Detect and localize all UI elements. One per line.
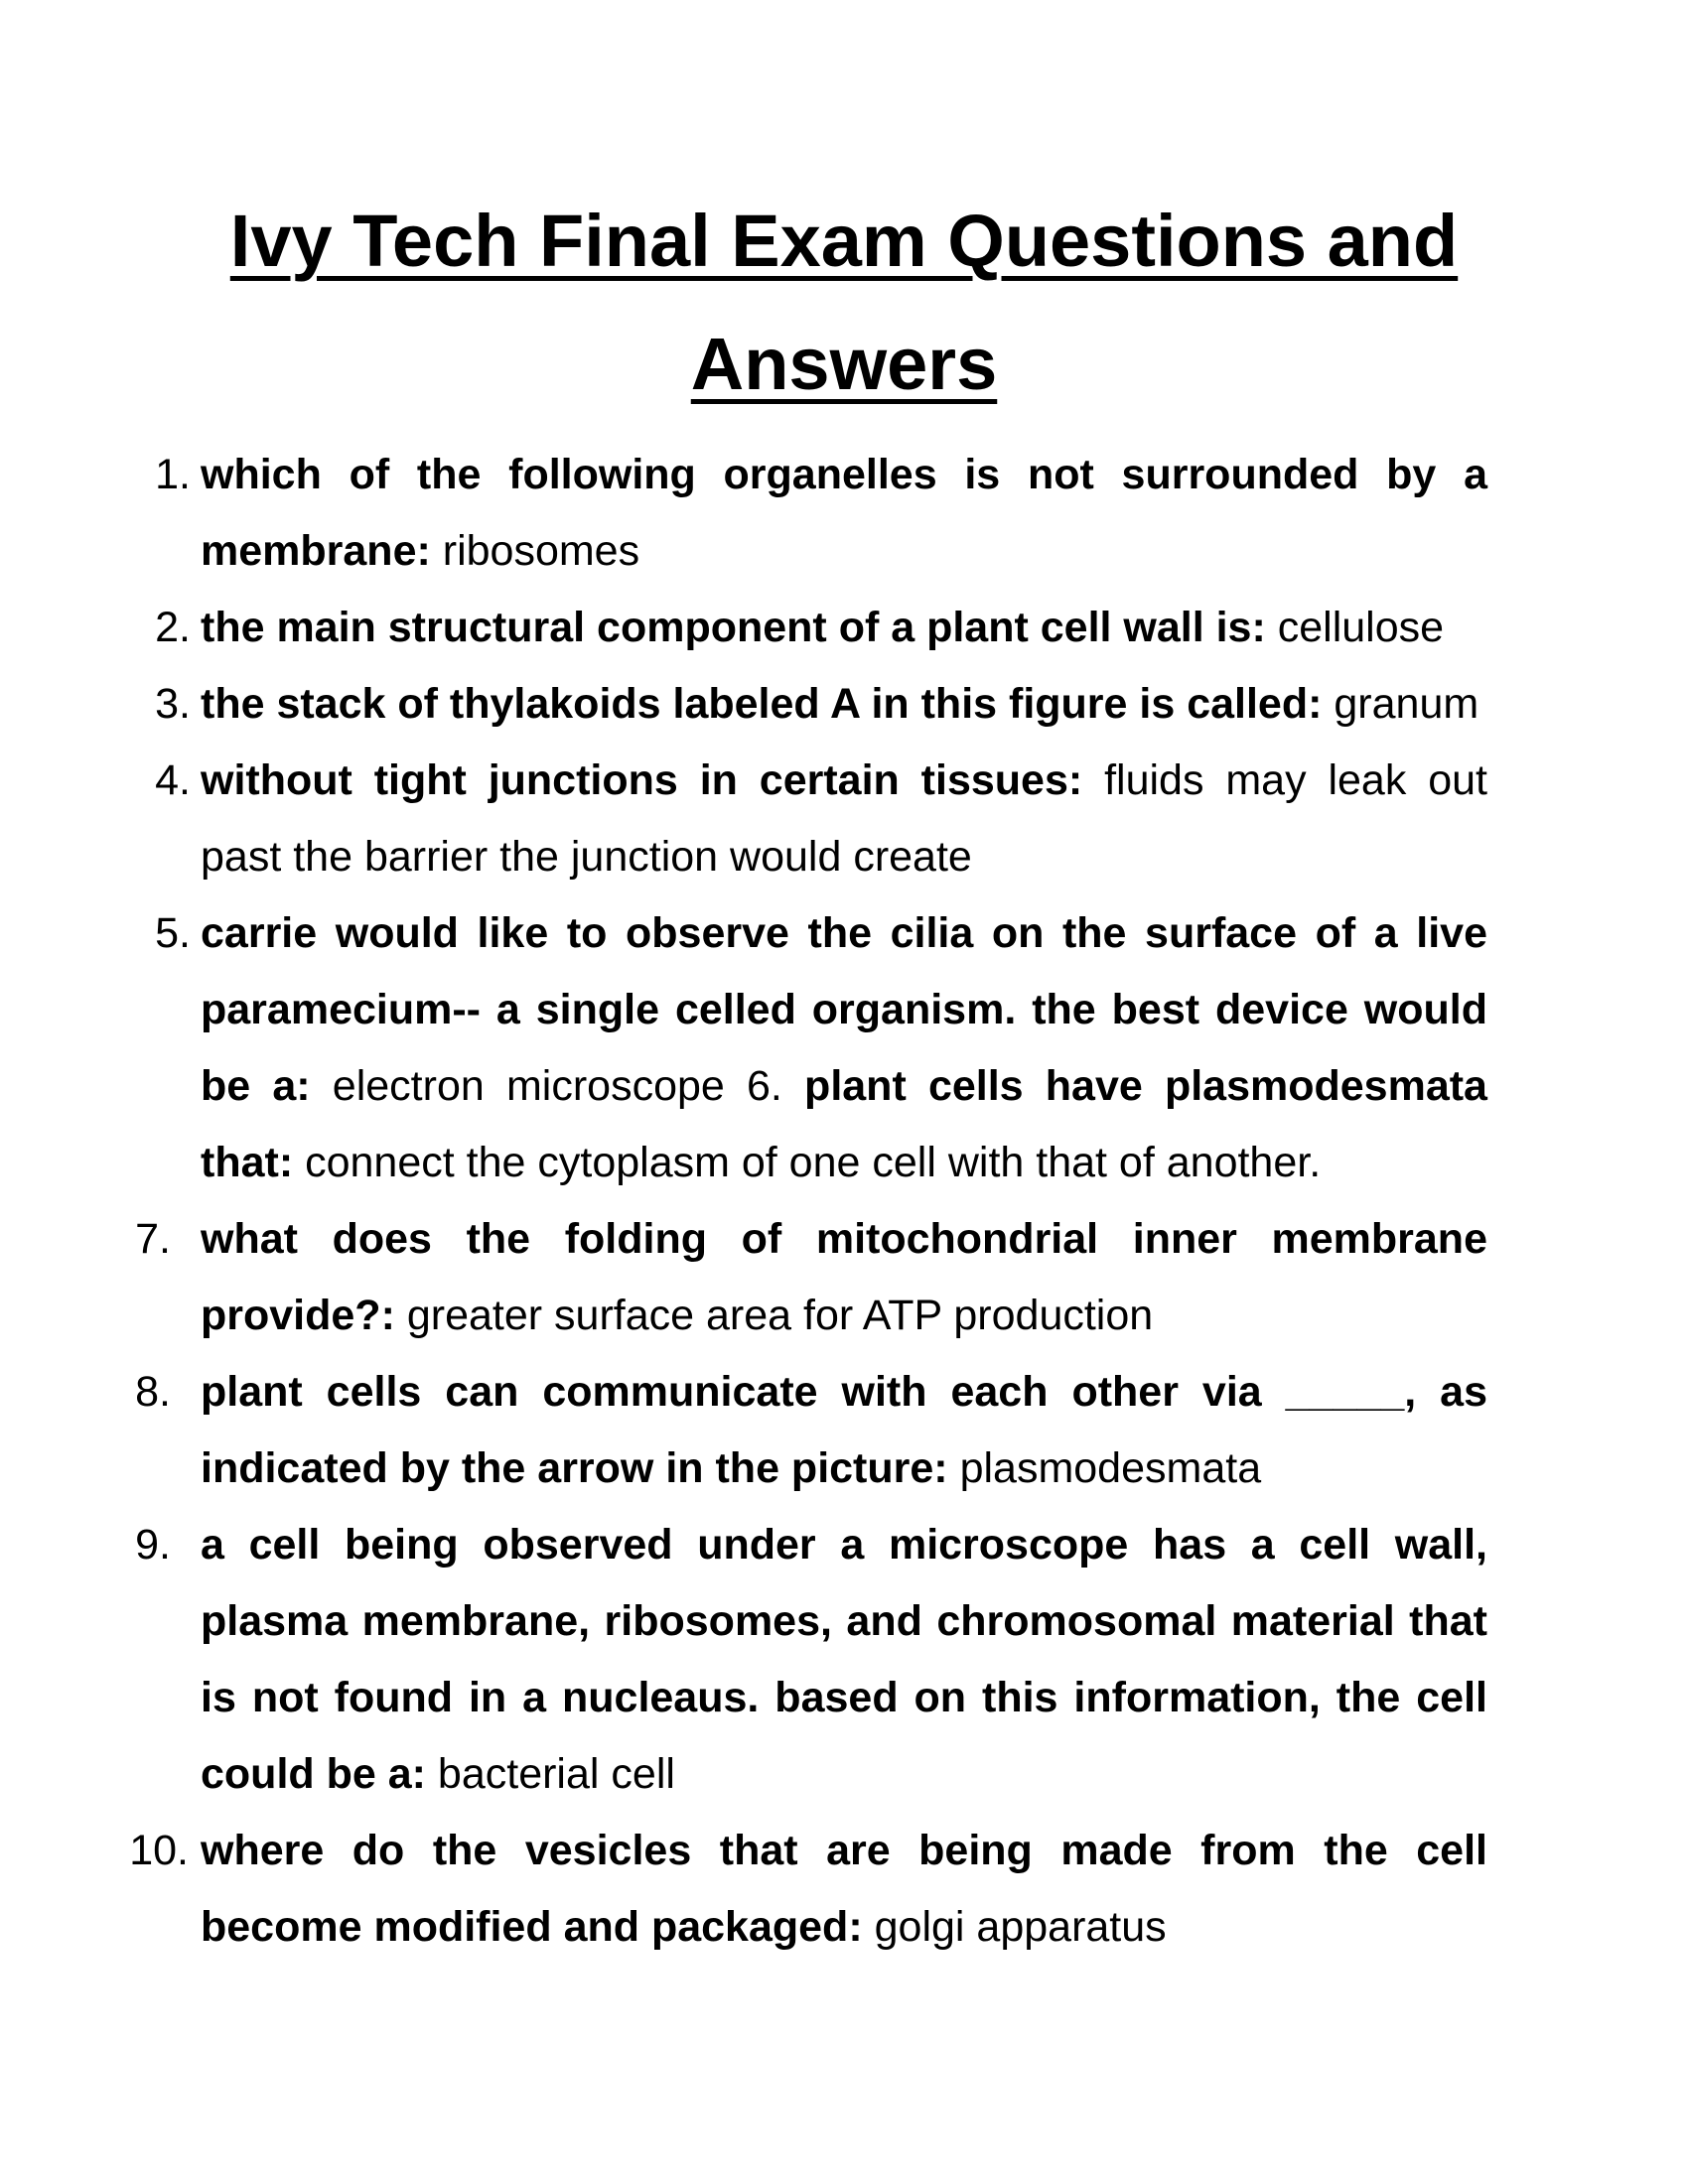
item-number: 3. <box>155 680 191 728</box>
item-number: 5. <box>155 909 191 957</box>
item-text <box>201 1354 1487 1507</box>
item-number: 1. <box>155 451 191 498</box>
list-item-3 <box>0 666 1688 743</box>
item-text <box>201 437 1487 590</box>
item-number: 4. <box>155 756 191 804</box>
list-item-2 <box>0 590 1688 666</box>
item-number: 8. <box>135 1368 171 1416</box>
question-text: without tight junctions in certain tissues: <box>201 756 1083 804</box>
item-text <box>201 1201 1487 1354</box>
question-text: the main structural component of a plant cell wall is: <box>201 604 1266 651</box>
answer-text: greater surface area for ATP production <box>406 1292 1154 1339</box>
answer-text: fluids may leak out past the barrier the junction would create <box>201 756 1487 881</box>
item-text <box>201 1507 1487 1813</box>
list-item-5 <box>0 895 1688 1201</box>
item-text <box>201 743 1487 895</box>
answer-text: cellulose <box>1277 604 1445 651</box>
document-title-line-2: Answers <box>690 323 998 405</box>
item-number: 2. <box>155 604 191 651</box>
answer-text: plasmodesmata <box>959 1444 1262 1492</box>
question-text: where do the vesicles that are being made from the cell become modified and packaged: <box>201 1827 1487 1951</box>
item-text <box>201 895 1487 1201</box>
item-number: 7. <box>135 1215 171 1263</box>
list-item-9 <box>0 1507 1688 1813</box>
list-item-1 <box>0 437 1688 590</box>
question-text-merged-6: plant cells have plasmodesmata that: <box>201 1062 1487 1186</box>
list-item-7 <box>0 1201 1688 1354</box>
question-text: plant cells can communicate with each other via _____, as indicated by the arrow in the picture: <box>201 1368 1487 1492</box>
item-number: 9. <box>135 1521 171 1569</box>
list-item-8 <box>0 1354 1688 1507</box>
list-item-10 <box>0 1813 1688 1966</box>
question-text: the stack of thylakoids labeled A in this figure is called: <box>201 680 1323 728</box>
question-text: what does the folding of mitochondrial inner membrane provide?: <box>201 1215 1487 1339</box>
item-number: 10. <box>129 1827 189 1874</box>
answer-text: ribosomes <box>442 527 640 575</box>
answer-text-merged-6: connect the cytoplasm of one cell with that of another. <box>305 1139 1322 1186</box>
list-item-4 <box>0 743 1688 895</box>
question-text: a cell being observed under a microscope has a cell wall, plasma membrane, ribosomes, and chromosomal material that is not found in a nucleaus. based on this information, the cell could be a: <box>201 1521 1487 1798</box>
question-text: carrie would like to observe the cilia on the surface of a live paramecium-- a single celled organism. the best device would be a: <box>201 909 1487 1110</box>
answer-text: granum <box>1334 680 1479 728</box>
item-text <box>201 1813 1487 1966</box>
answer-text: bacterial cell <box>437 1750 675 1798</box>
item-text <box>201 590 1487 666</box>
item-text <box>201 666 1487 743</box>
answer-text: electron microscope 6. <box>332 1062 782 1110</box>
answer-text: golgi apparatus <box>874 1903 1167 1951</box>
question-answer-list <box>0 437 1688 1966</box>
question-text: which of the following organelles is not surrounded by a membrane: <box>201 451 1487 575</box>
document-title-line-1: Ivy Tech Final Exam Questions and <box>229 200 1459 282</box>
